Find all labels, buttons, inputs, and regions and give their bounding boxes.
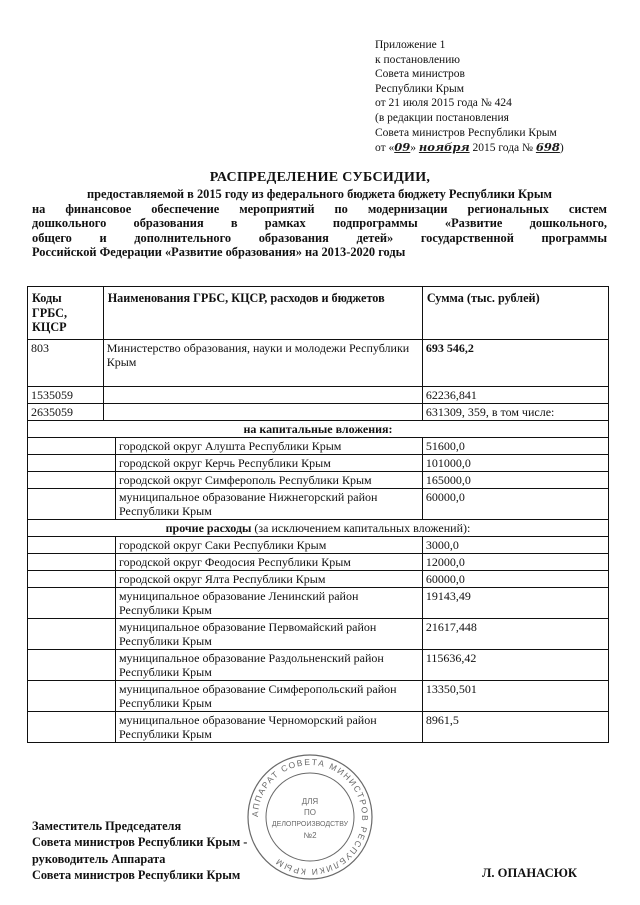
appendix-line: Республики Крым xyxy=(375,82,464,95)
table-row xyxy=(28,554,609,571)
section-other-rest: (за исключением капитальных вложений): xyxy=(251,521,471,535)
subtitle-line: дошкольного образования в рамках подпрограммы «Развитие дошкольного, xyxy=(32,216,607,231)
cell-amount: 60000,0 xyxy=(422,489,608,520)
footer-signature-block xyxy=(32,818,247,884)
table-row xyxy=(28,455,609,472)
subtitle-line: предоставляемой в 2015 году из федерального бюджета бюджету Республики Крым xyxy=(87,187,552,201)
table-row xyxy=(28,404,609,421)
cell-name: городской округ Керчь Республики Крым xyxy=(115,455,422,472)
cell-amount: 12000,0 xyxy=(422,554,608,571)
stamp-inner-line: ПО xyxy=(304,808,316,817)
cell-amount: 60000,0 xyxy=(422,571,608,588)
section-other-bold: прочие расходы xyxy=(165,521,252,535)
table-row xyxy=(28,489,609,520)
cell-amount: 3000,0 xyxy=(422,537,608,554)
appendix-line: к постановлению xyxy=(375,53,460,66)
cell-name: муниципальное образование Нижнегорский район Республики Крым xyxy=(115,489,422,520)
cell-empty xyxy=(28,472,116,489)
stamp-outer-text: АППАРАТ СОВЕТА МИНИСТРОВ РЕСПУБЛИКИ КРЫМ xyxy=(249,756,371,878)
section-capital: на капитальные вложения: xyxy=(28,421,609,438)
cell-amount: 51600,0 xyxy=(422,438,608,455)
header-names: Наименования ГРБС, КЦСР, расходов и бюджетов xyxy=(103,287,422,340)
cell-amount: 13350,501 xyxy=(422,681,608,712)
cell-empty xyxy=(28,588,116,619)
cell-code: 2635059 xyxy=(28,404,104,421)
cell-name: муниципальное образование Черноморский район Республики Крым xyxy=(115,712,422,743)
stamp-inner-line: №2 xyxy=(303,831,317,840)
cell-name: городской округ Феодосия Республики Крым xyxy=(115,554,422,571)
cell-amount: 115636,42 xyxy=(422,650,608,681)
cell-empty xyxy=(28,650,116,681)
cell-code: 1535059 xyxy=(28,387,104,404)
table-row xyxy=(28,681,609,712)
cell-name: муниципальное образование Первомайский район Республики Крым xyxy=(115,619,422,650)
table-row xyxy=(28,619,609,650)
document-title: РАСПРЕДЕЛЕНИЕ СУБСИДИИ, xyxy=(209,170,431,185)
cell-name: городской округ Саки Республики Крым xyxy=(115,537,422,554)
subtitle-line: на финансовое обеспечение мероприятий по модернизации региональных систем xyxy=(32,201,607,216)
table-row xyxy=(28,537,609,554)
cell-empty xyxy=(103,404,422,421)
table-row xyxy=(28,340,609,387)
cell-code: 803 xyxy=(28,340,104,387)
signatory-name: Л. ОПАНАСЮК xyxy=(482,866,578,880)
subtitle-line: Российской Федерации «Развитие образования» на 2013-2020 годы xyxy=(32,245,406,260)
date-mid: » xyxy=(410,142,419,155)
section-row xyxy=(28,520,609,537)
section-other xyxy=(28,520,609,537)
cell-amount: 21617,448 xyxy=(422,619,608,650)
cell-amount: 101000,0 xyxy=(422,455,608,472)
table-header-row xyxy=(28,287,609,340)
handwritten-number: 698 xyxy=(535,140,560,155)
table-row xyxy=(28,438,609,455)
appendix-date-line xyxy=(375,140,630,156)
cell-name: муниципальное образование Ленинский район Республики Крым xyxy=(115,588,422,619)
appendix-line: от 21 июля 2015 года № 424 xyxy=(375,97,512,110)
footer-line: руководитель Аппарата xyxy=(32,851,166,866)
appendix-line: Приложение 1 xyxy=(375,39,446,51)
subtitle-line: общего и дополнительного образования детей» государственной программы xyxy=(32,230,607,245)
date-year: 2015 года № xyxy=(469,142,536,155)
cell-empty xyxy=(28,438,116,455)
cell-amount: 8961,5 xyxy=(422,712,608,743)
header-amount: Сумма (тыс. рублей) xyxy=(422,287,608,340)
handwritten-month: ноября xyxy=(418,140,470,155)
table-row xyxy=(28,650,609,681)
cell-amount: 62236,841 xyxy=(422,387,608,404)
appendix-block xyxy=(375,38,630,156)
table-row xyxy=(28,387,609,404)
cell-empty xyxy=(28,489,116,520)
date-prefix: от « xyxy=(375,142,395,155)
cell-empty xyxy=(28,681,116,712)
stamp-inner-line: ДЛЯ xyxy=(301,797,319,806)
cell-empty xyxy=(28,455,116,472)
subsidy-table xyxy=(27,286,609,743)
cell-empty xyxy=(28,571,116,588)
official-stamp-icon xyxy=(245,752,375,882)
table-row xyxy=(28,472,609,489)
cell-amount: 631309, 359, в том числе: xyxy=(422,404,608,421)
cell-empty xyxy=(28,537,116,554)
footer-line: Совета министров Республики Крым xyxy=(32,868,241,883)
table-row xyxy=(28,712,609,743)
cell-empty xyxy=(28,712,116,743)
cell-empty xyxy=(103,387,422,404)
document-subtitle xyxy=(32,187,607,260)
table-row xyxy=(28,571,609,588)
appendix-line: Совета министров xyxy=(375,68,465,81)
cell-name: городской округ Ялта Республики Крым xyxy=(115,571,422,588)
footer-line: Заместитель Председателя xyxy=(32,819,182,833)
cell-amount: 165000,0 xyxy=(422,472,608,489)
cell-empty xyxy=(28,554,116,571)
cell-name: Министерство образования, науки и молодежи Республики Крым xyxy=(103,340,422,387)
appendix-line: Совета министров Республики Крым xyxy=(375,126,557,139)
handwritten-day: 09 xyxy=(394,140,411,155)
cell-name: муниципальное образование Раздольненский район Республики Крым xyxy=(115,650,422,681)
header-codes: Коды ГРБС, КЦСР xyxy=(28,287,104,340)
appendix-line: (в редакции постановления xyxy=(375,111,509,124)
cell-empty xyxy=(28,619,116,650)
svg-text:АППАРАТ СОВЕТА МИНИСТРОВ РЕСПУ xyxy=(250,757,370,877)
stamp-inner-line: ДЕЛОПРОИЗВОДСТВУ xyxy=(271,821,349,828)
date-suffix: ) xyxy=(559,142,564,155)
section-row xyxy=(28,421,609,438)
footer-line: Совета министров Республики Крым - xyxy=(32,835,248,850)
cell-name: городской округ Симферополь Республики Крым xyxy=(115,472,422,489)
cell-name: муниципальное образование Симферопольский район Республики Крым xyxy=(115,681,422,712)
cell-amount: 19143,49 xyxy=(422,588,608,619)
table-row xyxy=(28,588,609,619)
cell-name: городской округ Алушта Республики Крым xyxy=(115,438,422,455)
cell-amount: 693 546,2 xyxy=(422,340,608,387)
